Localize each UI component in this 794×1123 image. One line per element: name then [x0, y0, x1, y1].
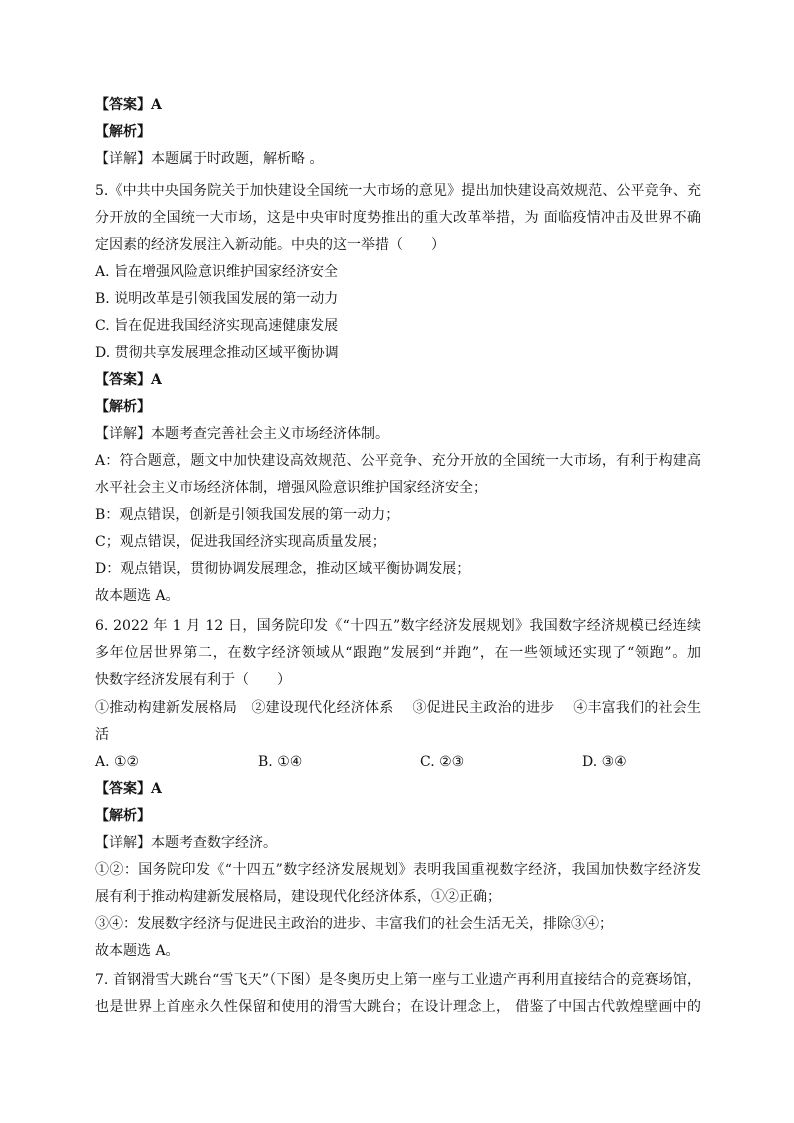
q4-analysis-heading: 【解析】	[95, 124, 151, 140]
q6-option-d: D. ③④	[582, 754, 627, 770]
q6-explanation-12-line-1: ①②：国务院印发《“十四五”数字经济发展规划》表明我国重视数字经济，我国加快数字经济发	[95, 862, 701, 878]
q6-detail: 【详解】本题考查数字经济。	[95, 835, 277, 851]
q6-items-line-1: ①推动构建新发展格局 ②建设现代化经济体系 ③促进民主政治的进步 ④丰富我们的社会生	[95, 700, 701, 716]
q7-stem-line-1: 7. 首钢滑雪大跳台“雪飞天”（下图）是冬奥历史上第一座与工业遗产再利用直接结合的竞赛场馆，	[95, 972, 701, 988]
q6-explanation-34: ③④：发展数字经济与促进民主政治的进步、丰富我们的社会生活无关，排除③④；	[95, 916, 613, 932]
q5-explanation-c: C；观点错误，促进我国经济实现高质量发展；	[95, 534, 386, 550]
q5-stem-line-3: 定因素的经济发展注入新动能。中央的这一举措（ ）	[95, 237, 445, 253]
q5-explanation-a-line-1: A：符合题意，题文中加快建设高效规范、公平竞争、充分开放的全国统一大市场，有利于构建高	[95, 453, 701, 469]
q5-detail: 【详解】本题考查完善社会主义市场经济体制。	[95, 426, 389, 442]
q6-option-c: C. ②③	[420, 754, 465, 770]
q6-stem-line-3: 快数字经济发展有利于（ ）	[95, 672, 291, 688]
q6-explanation-12-line-2: 展有利于推动构建新发展格局，建设现代化经济体系，①②正确；	[95, 889, 501, 905]
q5-explanation-b: B：观点错误，创新是引领我国发展的第一动力；	[95, 507, 400, 523]
q4-detail: 【详解】本题属于时政题，解析略 。	[95, 151, 324, 167]
q6-stem-line-2: 多年位居世界第二，在数字经济领域从“跟跑”发展到“并跑”，在一些领域还实现了“领跑”。加	[95, 645, 701, 661]
q5-stem-line-2: 分开放的全国统一大市场，这是中央审时度势推出的重大改革举措，为 面临疫情冲击及世界不确	[95, 210, 701, 226]
q5-option-a: A. 旨在增强风险意识维护国家经济安全	[95, 264, 339, 280]
q6-answer: 【答案】A	[95, 781, 162, 797]
q6-stem-line-1: 6. 2022 年 1 月 12 日，国务院印发《“十四五”数字经济发展规划》我国数字经济规模已经连续	[95, 618, 701, 634]
q6-option-a: A. ①②	[95, 754, 140, 770]
q7-stem-line-2: 也是世界上首座永久性保留和使用的滑雪大跳台；在设计理念上， 借鉴了中国古代敦煌壁画中的	[95, 999, 701, 1015]
q5-option-b: B. 说明改革是引领我国发展的第一动力	[95, 291, 339, 307]
q6-analysis-heading: 【解析】	[95, 808, 151, 824]
q5-option-d: D. 贯彻共享发展理念推动区域平衡协调	[95, 345, 339, 361]
q5-stem-line-1: 5.《中共中央国务院关于加快建设全国统一大市场的意见》提出加快建设高效规范、公平竞争、充	[95, 183, 701, 199]
q6-items-line-2: 活	[95, 727, 109, 743]
q6-option-b: B. ①④	[258, 754, 303, 770]
q5-explanation-a-line-2: 水平社会主义市场经济体制，增强风险意识维护国家经济安全；	[95, 480, 487, 496]
q6-conclusion: 故本题选 A。	[95, 943, 180, 959]
q5-conclusion: 故本题选 A。	[95, 588, 180, 604]
q5-explanation-d: D：观点错误，贯彻协调发展理念，推动区域平衡协调发展；	[95, 561, 471, 577]
q4-answer: 【答案】A	[95, 97, 162, 113]
q5-analysis-heading: 【解析】	[95, 399, 151, 415]
q5-option-c: C. 旨在促进我国经济实现高速健康发展	[95, 318, 339, 334]
q5-answer: 【答案】A	[95, 372, 162, 388]
